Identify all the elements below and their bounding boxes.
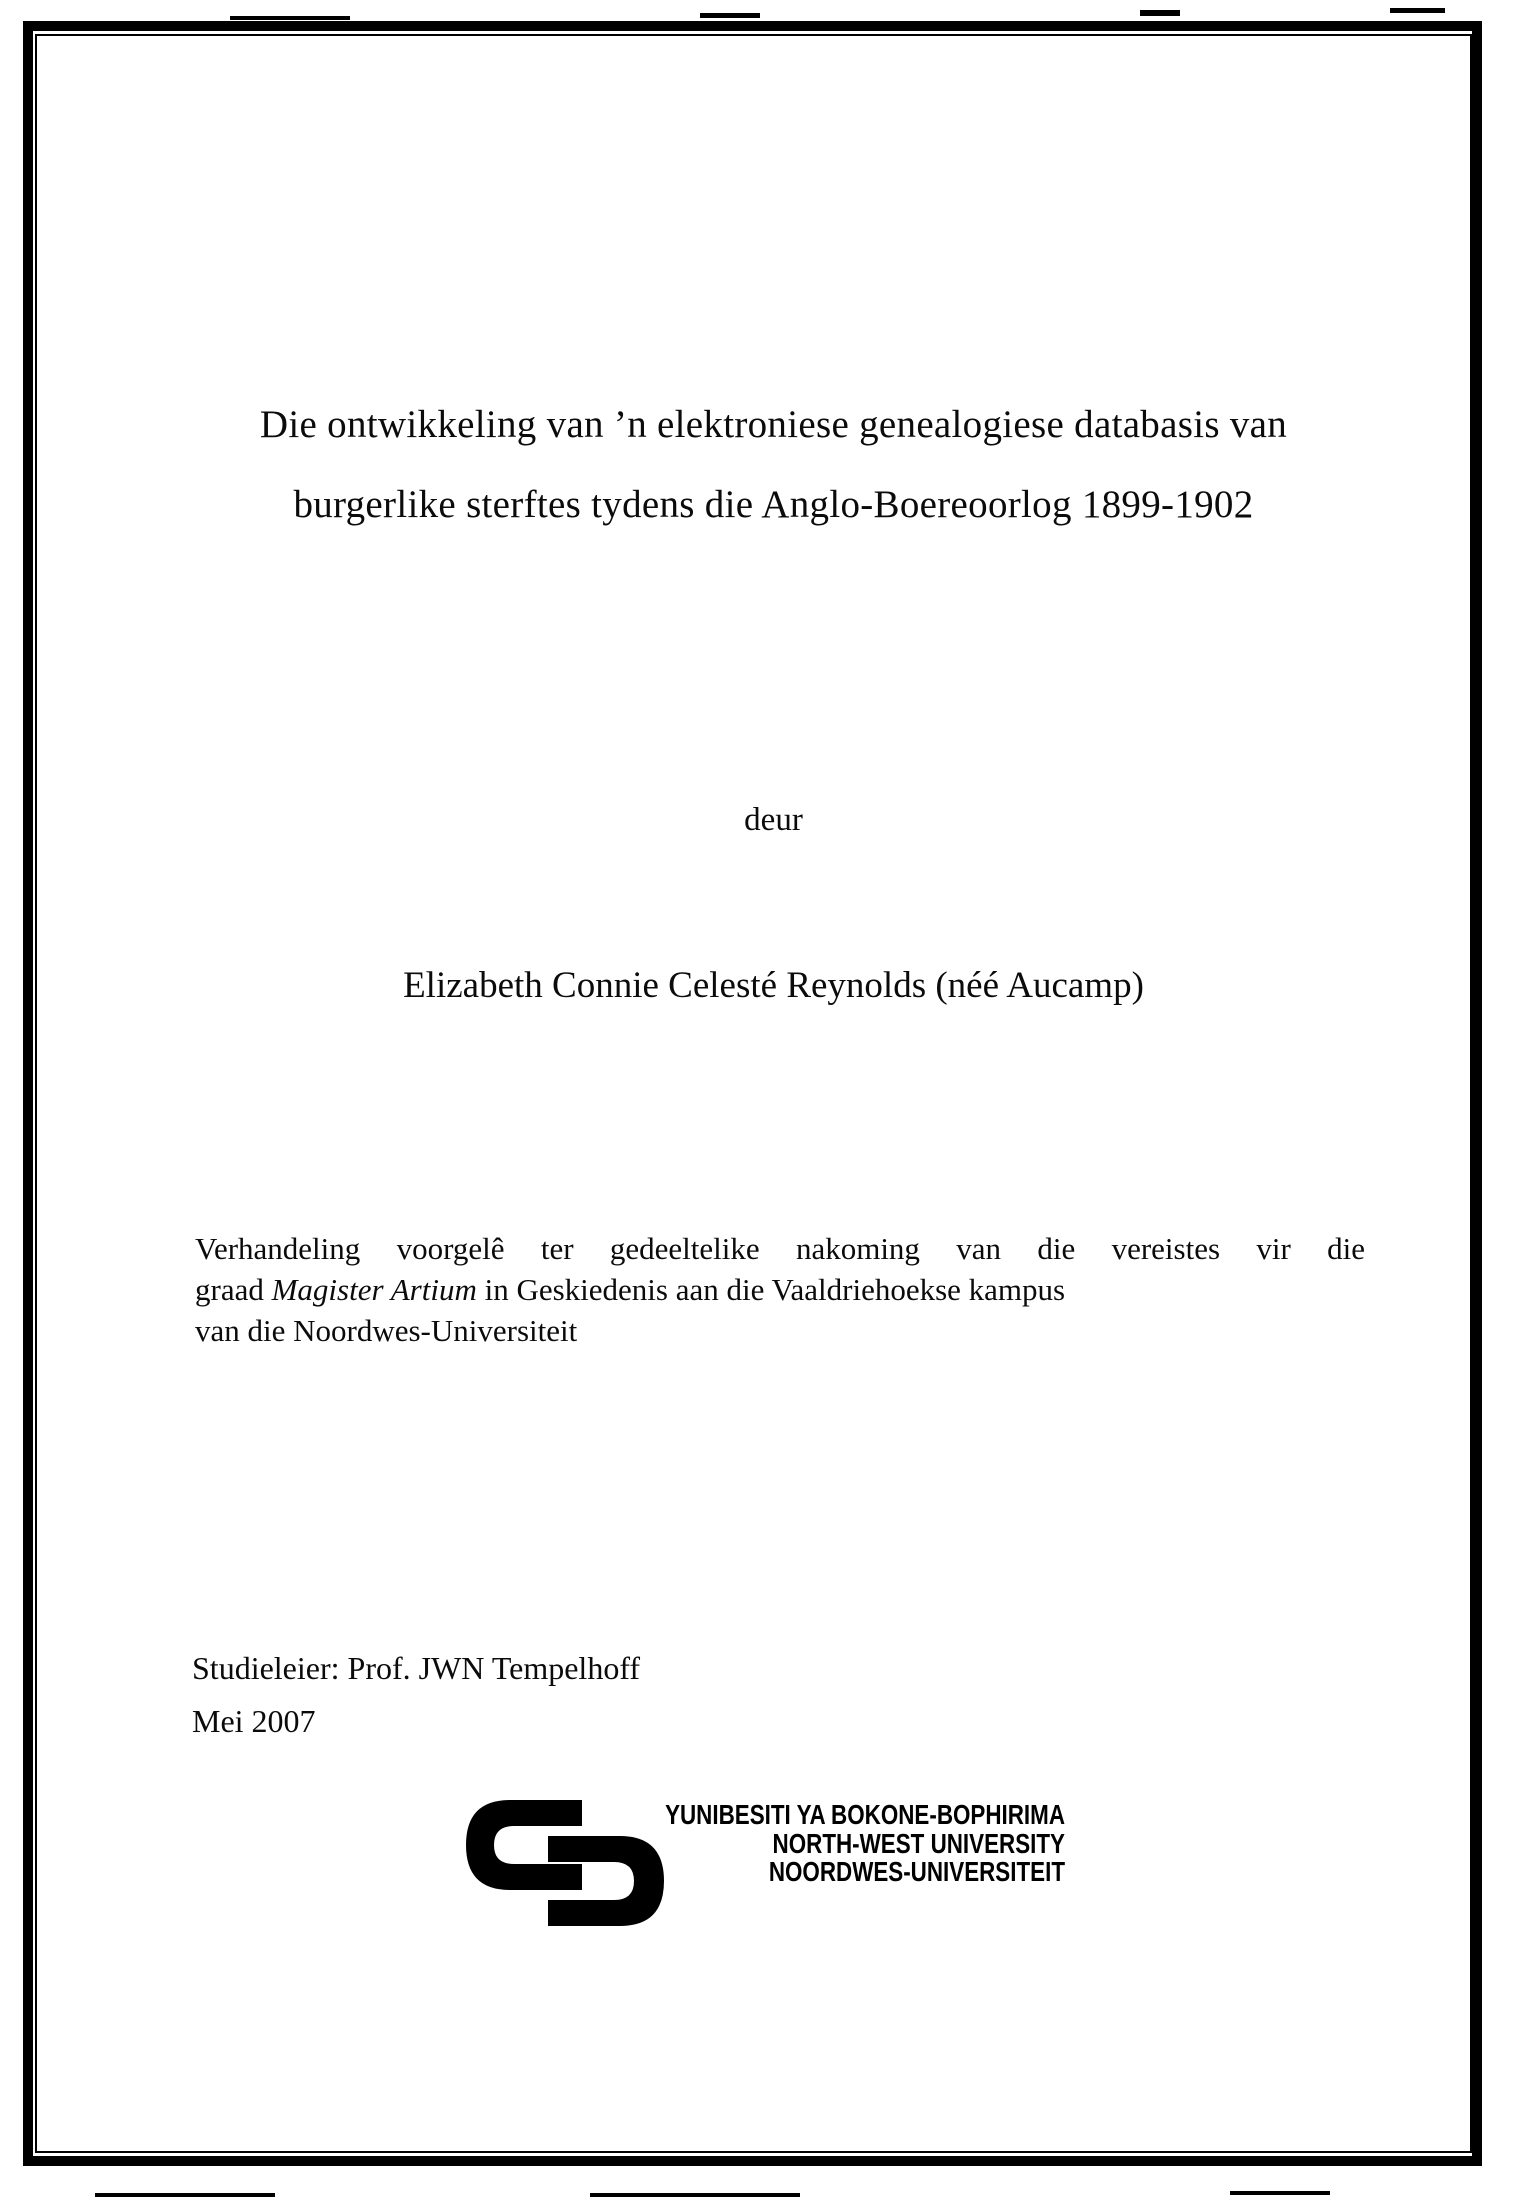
nwu-logo-line3: NOORDWES-UNIVERSITEIT bbox=[768, 1856, 1065, 1888]
thesis-title bbox=[10, 385, 1527, 545]
author-name: Elizabeth Connie Celesté Reynolds (néé Aucamp) bbox=[403, 965, 1144, 1006]
scan-artifact bbox=[590, 2193, 800, 2197]
thesis-statement bbox=[195, 1228, 1365, 1351]
nwu-logo-line1: YUNIBESITI YA BOKONE-BOPHIRIMA bbox=[665, 1799, 1065, 1830]
scan-artifact bbox=[230, 16, 350, 20]
scan-artifact bbox=[1390, 8, 1445, 13]
statement-line2-pre: graad bbox=[195, 1272, 272, 1307]
date-line: Mei 2007 bbox=[192, 1703, 316, 1739]
thesis-title-line1: Die ontwikkeling van ’n elektroniese genealogiese databasis van bbox=[259, 403, 1288, 446]
thesis-statement-line2 bbox=[195, 1269, 1365, 1310]
thesis-statement-line1: Verhandeling voorgelê ter gedeeltelike nakoming van die vereistes vir die bbox=[195, 1231, 1365, 1266]
supervisor-line: Studieleier: Prof. JWN Tempelhoff bbox=[192, 1650, 641, 1686]
statement-line2-post: in Geskiedenis aan die Vaaldriehoekse kampus bbox=[476, 1272, 1066, 1307]
page-border-inner bbox=[35, 34, 1472, 2153]
scan-artifact bbox=[95, 2193, 275, 2197]
thesis-title-line2: burgerlike sterftes tydens die Anglo-Boereoorlog 1899-1902 bbox=[293, 483, 1254, 526]
degree-name: Magister Artium bbox=[271, 1272, 477, 1307]
scan-artifact bbox=[1230, 2191, 1330, 2195]
scan-artifact bbox=[1140, 10, 1180, 16]
byline: deur bbox=[744, 802, 803, 838]
scan-artifact bbox=[700, 13, 760, 18]
nwu-logo-line2: NORTH-WEST UNIVERSITY bbox=[772, 1827, 1065, 1859]
thesis-statement-line3: van die Noordwes-Universiteit bbox=[195, 1313, 578, 1348]
supervisor-block bbox=[192, 1642, 1092, 1748]
